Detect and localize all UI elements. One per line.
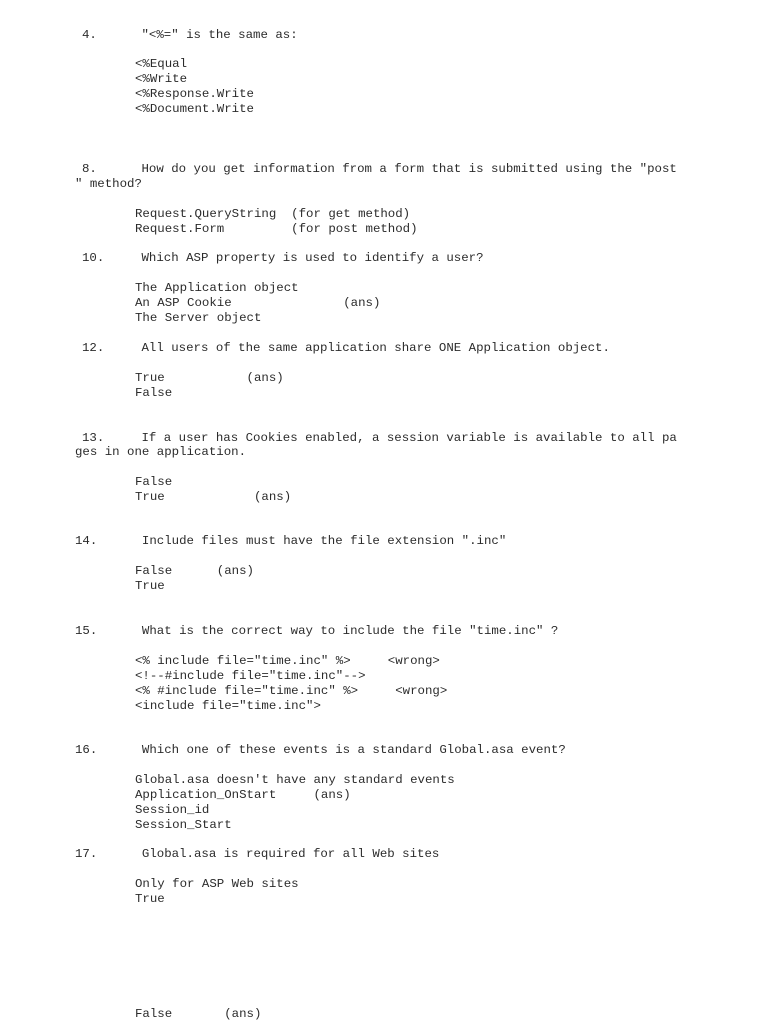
question-12-option-2: False [135,386,173,400]
question-15-option-2: <!--#include file="time.inc"--> [135,669,366,683]
question-4-text: 4. "<%=" is the same as: [82,28,298,42]
question-16-option-4: Session_Start [135,818,232,832]
question-8-text-cont: " method? [75,177,142,191]
question-15-option-3: <% #include file="time.inc" %> <wrong> [135,684,448,698]
question-13-option-1: False [135,475,173,489]
question-17-option-1: Only for ASP Web sites [135,877,299,891]
question-16-option-2: Application_OnStart (ans) [135,788,351,802]
question-8-option-1: Request.QueryString (for get method) [135,207,411,221]
question-13-text-cont: ges in one application. [75,445,247,459]
question-10-option-2: An ASP Cookie (ans) [135,296,381,310]
question-17-option-2: True [135,892,165,906]
question-14-option-1: False (ans) [135,564,254,578]
question-15-option-1: <% include file="time.inc" %> <wrong> [135,654,440,668]
question-16-option-1: Global.asa doesn't have any standard events [135,773,455,787]
question-4-option-2: <%Write [135,72,188,86]
question-4-option-4: <%Document.Write [135,102,254,116]
question-16-text: 16. Which one of these events is a standard Global.asa event? [75,743,566,757]
question-10-text: 10. Which ASP property is used to identify a user? [82,251,484,265]
question-12-option-1: True (ans) [135,371,284,385]
question-15-option-4: <include file="time.inc"> [135,699,321,713]
question-17-option-3: False (ans) [135,1007,262,1021]
question-8-option-2: Request.Form (for post method) [135,222,418,236]
question-15-text: 15. What is the correct way to include the file "time.inc" ? [75,624,559,638]
question-14-text: 14. Include files must have the file extension ".inc" [75,534,507,548]
question-14-option-2: True [135,579,165,593]
question-8-text: 8. How do you get information from a form that is submitted using the "post [82,162,677,176]
question-4-option-3: <%Response.Write [135,87,254,101]
question-13-option-2: True (ans) [135,490,292,504]
question-17-text: 17. Global.asa is required for all Web sites [75,847,440,861]
question-16-option-3: Session_id [135,803,210,817]
question-10-option-1: The Application object [135,281,299,295]
question-13-text: 13. If a user has Cookies enabled, a session variable is available to all pa [82,431,677,445]
question-4-option-1: <%Equal [135,57,188,71]
question-12-text: 12. All users of the same application share ONE Application object. [82,341,610,355]
question-10-option-3: The Server object [135,311,262,325]
